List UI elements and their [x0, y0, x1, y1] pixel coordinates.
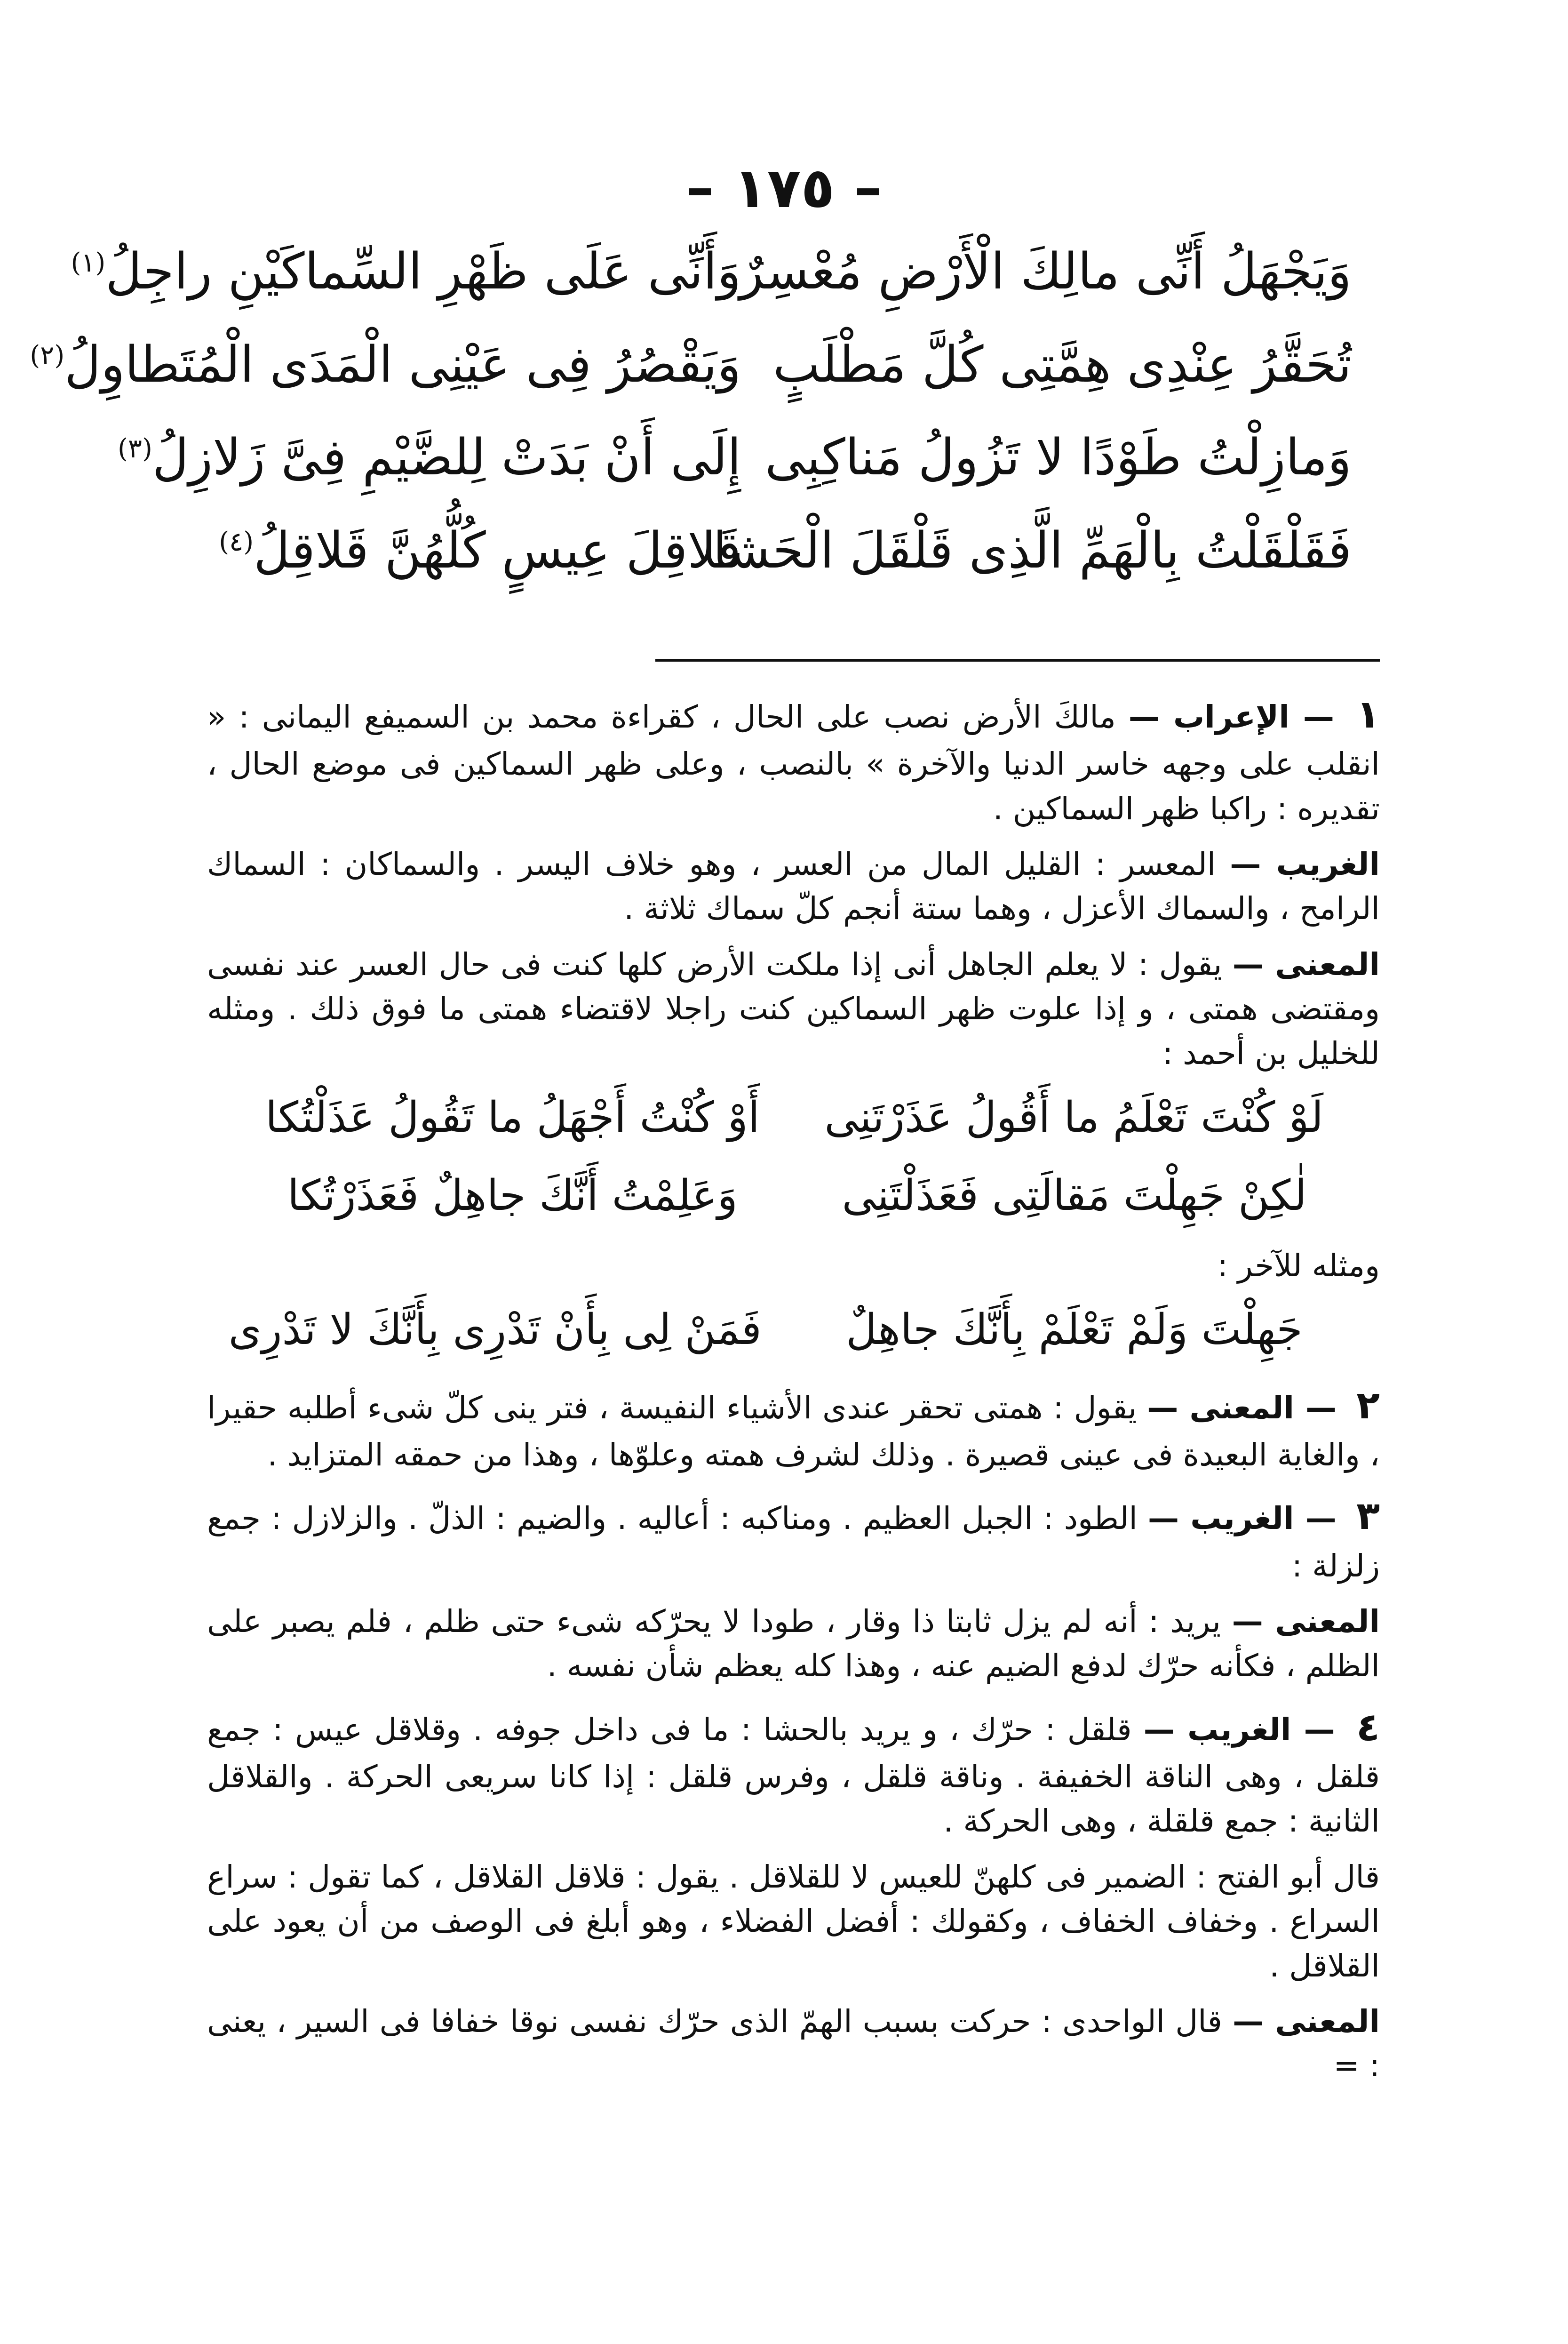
- note-number: ٣: [1356, 1494, 1380, 1539]
- footnote-marker: (٤): [219, 526, 254, 557]
- verse-second-hemistich: [118, 421, 741, 494]
- verse: [30, 328, 1352, 401]
- page-number: – ١٧٥ –: [686, 155, 882, 220]
- note-text: قلقل : حرّك ، و يريد بالحشا : ما فى داخل جوفه . وقلاقل عيس : جمع قلقل ، وهى الناقة الخفيفة . وناقة قلقل ، وفرس قلقل : إذا كانا سريعى الحركة . والقلاقل الثانية : جمع قلقلة ، وهى الحركة .: [207, 1711, 1380, 1840]
- note-text: الطود : الجبل العظيم . ومناكبه : أعاليه . والضيم : الذلّ . والزلازل : جمع زلزلة :: [207, 1500, 1380, 1584]
- note-label: الغريب —: [1230, 846, 1380, 882]
- hemistich-text: إِلَى أَنْ بَدَتْ لِلضَّيْمِ فِىَّ زَلازِلُ: [152, 428, 741, 487]
- note-label: — الغريب —: [1148, 1500, 1337, 1537]
- note-text: يريد : أنه لم يزل ثابتا ذا وقار ، طودا لا يحرّكه شىء حتى ظلم ، فلم يصبر على الظلم ، فكأنه حرّك لدفع الضيم عنه ، وهذا كله يعظم شأن نفسه .: [207, 1603, 1380, 1684]
- hemistich-text: وَيَقْصُرُ فِى عَيْنِى الْمَدَى الْمُتَطاوِلُ: [64, 335, 741, 393]
- note-3-mana: [207, 1600, 1380, 1688]
- footnote-divider: [655, 659, 1380, 662]
- verse-first-hemistich: وَيَجْهَلُ أَنِّى مالِكَ الْأَرْضِ مُعْسِرٌ: [739, 242, 1352, 300]
- note-label: — الإعراب —: [1128, 699, 1334, 735]
- note-4-mana: [207, 2000, 1380, 2088]
- poem: [30, 235, 1352, 608]
- note-text: يقول : لا يعلم الجاهل أنى إذا ملكت الأرض كلها كنت فى حال العسر عند نفسى ومقتضى همتى ، و إذا علوت ظهر السماكين كنت راجلا لاقتضاء همتى ما فوق ذلك . ومثله للخليل بن أحمد :: [207, 946, 1380, 1072]
- note-label: — المعنى —: [1147, 1389, 1337, 1426]
- verse: [263, 1165, 1323, 1227]
- note-3-gharib: [207, 1488, 1380, 1588]
- verse: [228, 1299, 1323, 1361]
- note-text: مالكَ الأرض نصب على الحال ، كقراءة محمد بن السميفع اليمانى : « انقلب على وجهه خاسر الدنيا والآخرة » بالنصب ، وعلى ظهر السماكين فى موضع الحال ، تقديره : راكبا ظهر السماكين .: [207, 699, 1380, 827]
- quoted-poem: [228, 1299, 1323, 1361]
- note-label: المعنى —: [1232, 946, 1380, 983]
- verse-first-hemistich: لٰكِنْ جَهِلْتَ مَقالَتِى فَعَذَلْتَنِى: [842, 1171, 1307, 1221]
- note-1-mithl: ومثله للآخر :: [1217, 1247, 1380, 1284]
- hemistich-text: وَأَنِّى عَلَى ظَهْرِ السِّماكَيْنِ راجِلُ: [105, 242, 741, 300]
- note-text: المعسر : القليل المال من العسر ، وهو خلاف اليسر . والسماكان : السماك الرامح ، والسماك الأعزل ، وهما ستة أنجم كلّ سماك ثلاثة .: [207, 846, 1380, 927]
- verse-second-hemistich: [30, 328, 741, 401]
- verse-first-hemistich: جَهِلْتَ وَلَمْ تَعْلَمْ بِأَنَّكَ جاهِلٌ: [846, 1305, 1303, 1355]
- note-text: يقول : همتى تحقر عندى الأشياء النفيسة ، فتر ينى كلّ شىء أطلبه حقيرا ، والغاية البعيدة فى عينى قصيرة . وذلك لشرف همته وعلوّها ، وهذا من حمقه المتزايد .: [207, 1389, 1380, 1473]
- hemistich-text: قَلاقِلَ عِيسٍ كُلُّهُنَّ قَلاقِلُ: [254, 521, 741, 580]
- verse-first-hemistich: وَمازِلْتُ طَوْدًا لا تَزُولُ مَناكِبِى: [765, 428, 1352, 487]
- note-label: المعنى —: [1232, 1603, 1380, 1640]
- verse-second-hemistich: فَمَنْ لِى بِأَنْ تَدْرِى بِأَنَّكَ لا تَدْرِى: [228, 1305, 762, 1355]
- note-number: ١: [1356, 692, 1380, 737]
- verse: [118, 421, 1352, 494]
- footnote-marker: (٣): [118, 433, 152, 464]
- note-1-mana: [207, 943, 1380, 1076]
- note-label: — الغريب —: [1143, 1711, 1335, 1748]
- note-1-gharib: [207, 842, 1380, 931]
- verse-second-hemistich: وَعَلِمْتُ أَنَّكَ جاهِلٌ فَعَذَرْتُكا: [287, 1171, 738, 1221]
- quoted-poem: [263, 1087, 1323, 1227]
- note-number: ٢: [1356, 1383, 1380, 1428]
- verse: [71, 235, 1352, 308]
- note-text: قال الواحدى : حركت بسبب الهمّ الذى حرّك نفسى نوقا خفافا فى السير ، يعنى : =: [207, 2003, 1380, 2084]
- footnote-marker: (١): [71, 247, 106, 278]
- footnotes: [207, 687, 1380, 2100]
- note-4-abu-fath: قال أبو الفتح : الضمير فى كلهنّ للعيس لا للقلاقل . يقول : قلاقل القلاقل ، كما تقول : سراع السراع . وخفاف الخفاف ، وكقولك : أفضل الفضلاء ، وهو أبلغ فى الوصف من أن يعود على القلاقل .: [207, 1858, 1380, 1984]
- note-label: المعنى —: [1233, 2003, 1380, 2040]
- note-1-i3rab: [207, 687, 1380, 831]
- verse: [221, 514, 1352, 587]
- verse: [263, 1087, 1323, 1149]
- note-4-gharib: [207, 1700, 1380, 1844]
- verse-first-hemistich: تُحَقَّرُ عِنْدِى هِمَّتِى كُلَّ مَطْلَبٍ: [773, 335, 1352, 393]
- verse-second-hemistich: [221, 514, 741, 587]
- verse-first-hemistich: فَقَلْقَلْتُ بِالْهَمِّ الَّذِى قَلْقَلَ الْحَشا: [713, 521, 1352, 580]
- note-number: ٤: [1356, 1704, 1380, 1750]
- note-2: [207, 1378, 1380, 1478]
- verse-first-hemistich: لَوْ كُنْتَ تَعْلَمُ ما أَقُولُ عَذَرْتَنِى: [824, 1092, 1323, 1142]
- verse-second-hemistich: [71, 235, 741, 308]
- verse-second-hemistich: أَوْ كُنْتُ أَجْهَلُ ما تَقُولُ عَذَلْتُكا: [265, 1092, 760, 1142]
- footnote-marker: (٢): [30, 340, 65, 371]
